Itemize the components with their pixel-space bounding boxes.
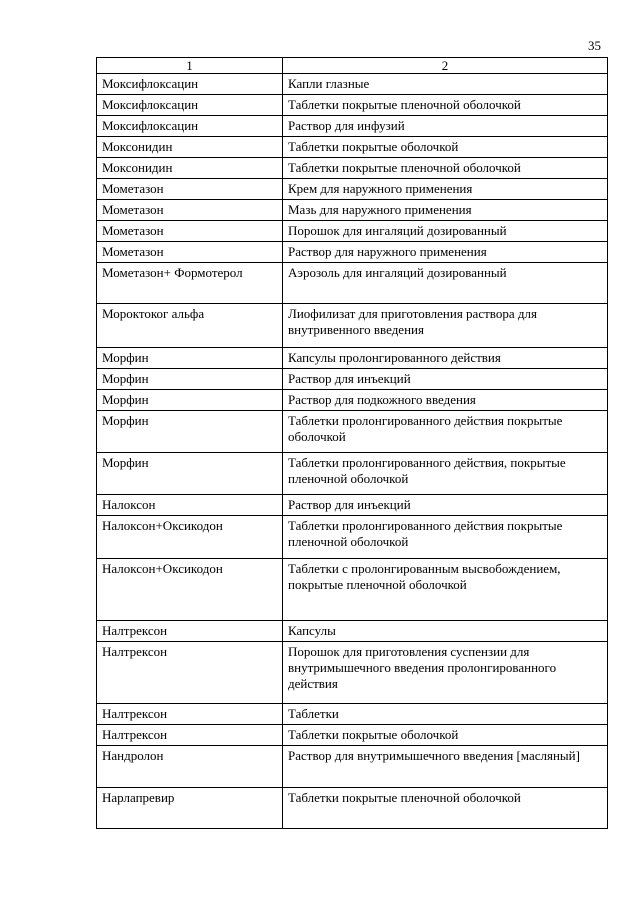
dosage-form-cell: Капли глазные [283,74,608,95]
table-row [97,179,608,200]
dosage-form-cell: Таблетки пролонгированного действия покрытые оболочкой [283,411,608,453]
drug-name-cell: Мороктоког альфа [97,304,283,348]
table-row [97,746,608,788]
drug-name-cell: Мометазон [97,221,283,242]
drug-name-cell: Моксифлоксацин [97,95,283,116]
dosage-form-cell: Раствор для подкожного введения [283,390,608,411]
dosage-form-cell: Таблетки пролонгированного действия покрытые пленочной оболочкой [283,516,608,559]
table-row [97,95,608,116]
dosage-form-cell: Таблетки пролонгированного действия, покрытые пленочной оболочкой [283,453,608,495]
table-row [97,621,608,642]
table-header-row [97,58,608,74]
table-row [97,348,608,369]
dosage-form-cell: Капсулы пролонгированного действия [283,348,608,369]
table-row [97,263,608,304]
dosage-form-cell: Порошок для ингаляций дозированный [283,221,608,242]
drug-name-cell: Нандролон [97,746,283,788]
drug-table [96,57,608,829]
table-row [97,516,608,559]
dosage-form-cell: Раствор для инфузий [283,116,608,137]
dosage-form-cell: Раствор для инъекций [283,495,608,516]
drug-name-cell: Налтрексон [97,621,283,642]
drug-name-cell: Налоксон [97,495,283,516]
dosage-form-cell: Раствор для внутримышечного введения [масляный] [283,746,608,788]
dosage-form-cell: Раствор для инъекций [283,369,608,390]
drug-name-cell: Мометазон [97,179,283,200]
drug-name-cell: Морфин [97,390,283,411]
table-row [97,158,608,179]
drug-name-cell: Моксифлоксацин [97,74,283,95]
column-header-2: 2 [283,58,608,74]
table-row [97,200,608,221]
drug-name-cell: Мометазон [97,242,283,263]
drug-name-cell: Нарлапревир [97,788,283,829]
dosage-form-cell: Капсулы [283,621,608,642]
dosage-form-cell: Аэрозоль для ингаляций дозированный [283,263,608,304]
drug-name-cell: Моксонидин [97,158,283,179]
dosage-form-cell: Порошок для приготовления суспензии для внутримышечного введения пролонгированного действия [283,642,608,704]
table-row [97,369,608,390]
drug-name-cell: Моксифлоксацин [97,116,283,137]
dosage-form-cell: Крем для наружного применения [283,179,608,200]
page-number: 35 [588,38,601,53]
dosage-form-cell: Лиофилизат для приготовления раствора для внутривенного введения [283,304,608,348]
table-row [97,559,608,621]
dosage-form-cell: Таблетки покрытые пленочной оболочкой [283,158,608,179]
table-row [97,725,608,746]
table-row [97,453,608,495]
dosage-form-cell: Таблетки с пролонгированным высвобождением, покрытые пленочной оболочкой [283,559,608,621]
drug-name-cell: Налтрексон [97,704,283,725]
dosage-form-cell: Таблетки покрытые пленочной оболочкой [283,788,608,829]
drug-name-cell: Налтрексон [97,642,283,704]
dosage-form-cell: Таблетки покрытые оболочкой [283,725,608,746]
column-header-1: 1 [97,58,283,74]
drug-name-cell: Морфин [97,411,283,453]
table-row [97,74,608,95]
drug-name-cell: Морфин [97,348,283,369]
table-row [97,788,608,829]
drug-name-cell: Налоксон+Оксикодон [97,516,283,559]
table-row [97,116,608,137]
dosage-form-cell: Таблетки покрытые оболочкой [283,137,608,158]
drug-name-cell: Налоксон+Оксикодон [97,559,283,621]
table-row [97,390,608,411]
dosage-form-cell: Раствор для наружного применения [283,242,608,263]
drug-name-cell: Моксонидин [97,137,283,158]
table-row [97,137,608,158]
dosage-form-cell: Таблетки покрытые пленочной оболочкой [283,95,608,116]
dosage-form-cell: Мазь для наружного применения [283,200,608,221]
table-row [97,304,608,348]
drug-name-cell: Мометазон+ Формотерол [97,263,283,304]
drug-name-cell: Морфин [97,453,283,495]
table-row [97,495,608,516]
drug-name-cell: Налтрексон [97,725,283,746]
table-row [97,642,608,704]
table-row [97,704,608,725]
table-row [97,242,608,263]
drug-name-cell: Морфин [97,369,283,390]
drug-name-cell: Мометазон [97,200,283,221]
table-row [97,221,608,242]
table-row [97,411,608,453]
dosage-form-cell: Таблетки [283,704,608,725]
